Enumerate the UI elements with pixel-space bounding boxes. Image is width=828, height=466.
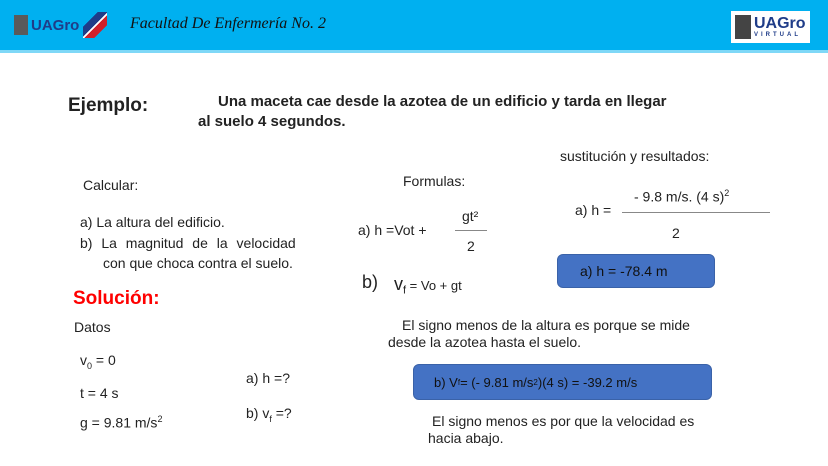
calcular-item-cont: con que choca contra el suelo. <box>103 255 293 271</box>
result-a-num: - 9.8 m/s. (4 s)$^2$ <box>634 188 730 205</box>
formula-b-label: b) <box>362 272 379 292</box>
stripes-icon <box>83 12 107 38</box>
ask-b: b) $v_f$ =? <box>246 405 292 424</box>
datum-t: t = 4 s <box>80 385 119 401</box>
note2-line2: hacia abajo. <box>428 430 504 446</box>
formula-b: $v_f = Vo$ + gt <box>394 274 462 297</box>
ask-a: a) h =? <box>246 370 290 386</box>
crest-icon <box>735 15 751 39</box>
crest-icon <box>14 15 28 35</box>
datum-g: g = 9.81 $m/s^2$ <box>80 414 163 431</box>
results-label: sustitución y resultados: <box>560 148 710 164</box>
calcular-item: a) La altura del edificio. <box>80 214 225 230</box>
note1-line1: El signo menos de la altura es porque se mide <box>402 317 690 333</box>
uagro-virtual-logo: UAGro VIRTUAL <box>731 11 810 43</box>
formula-a-den: 2 <box>467 238 475 254</box>
fraction-bar <box>622 212 770 213</box>
result-a-den: 2 <box>672 225 680 241</box>
calcular-item: b) La magnitud de la velocidad <box>80 235 296 251</box>
formula-a-num: gt² <box>462 208 479 224</box>
note1-line2: desde la azotea hasta el suelo. <box>388 334 582 350</box>
calcular-label: Calcular: <box>83 177 139 193</box>
formula-a-lhs: a) h =Vot + <box>358 222 427 238</box>
problem-line-2: al suelo 4 segundos. <box>198 113 346 130</box>
header-bar <box>0 0 828 53</box>
fraction-bar <box>455 230 487 231</box>
formulas-label: Formulas: <box>403 173 466 189</box>
problem-line-1: Una maceta cae desde la azotea de un edificio y tarda en llegar <box>218 93 667 110</box>
result-a-box: a) h = -78.4 m <box>557 254 715 288</box>
note2-line1: El signo menos es por que la velocidad es <box>432 413 695 429</box>
example-label: Ejemplo: <box>68 95 149 116</box>
solucion-label: Solución: <box>73 288 160 309</box>
result-a-lhs: a) h = <box>575 202 612 218</box>
result-b-box: b) V f = (- 9.81 m/s 2 )(4 s) = -39.2 m/s <box>413 364 712 400</box>
datum-v0: $v_0 = 0$ <box>80 352 116 371</box>
datos-label: Datos <box>74 319 111 335</box>
uagro-logo-left: UAGro <box>14 12 107 38</box>
header-title: Facultad De Enfermería No. 2 <box>130 15 326 32</box>
